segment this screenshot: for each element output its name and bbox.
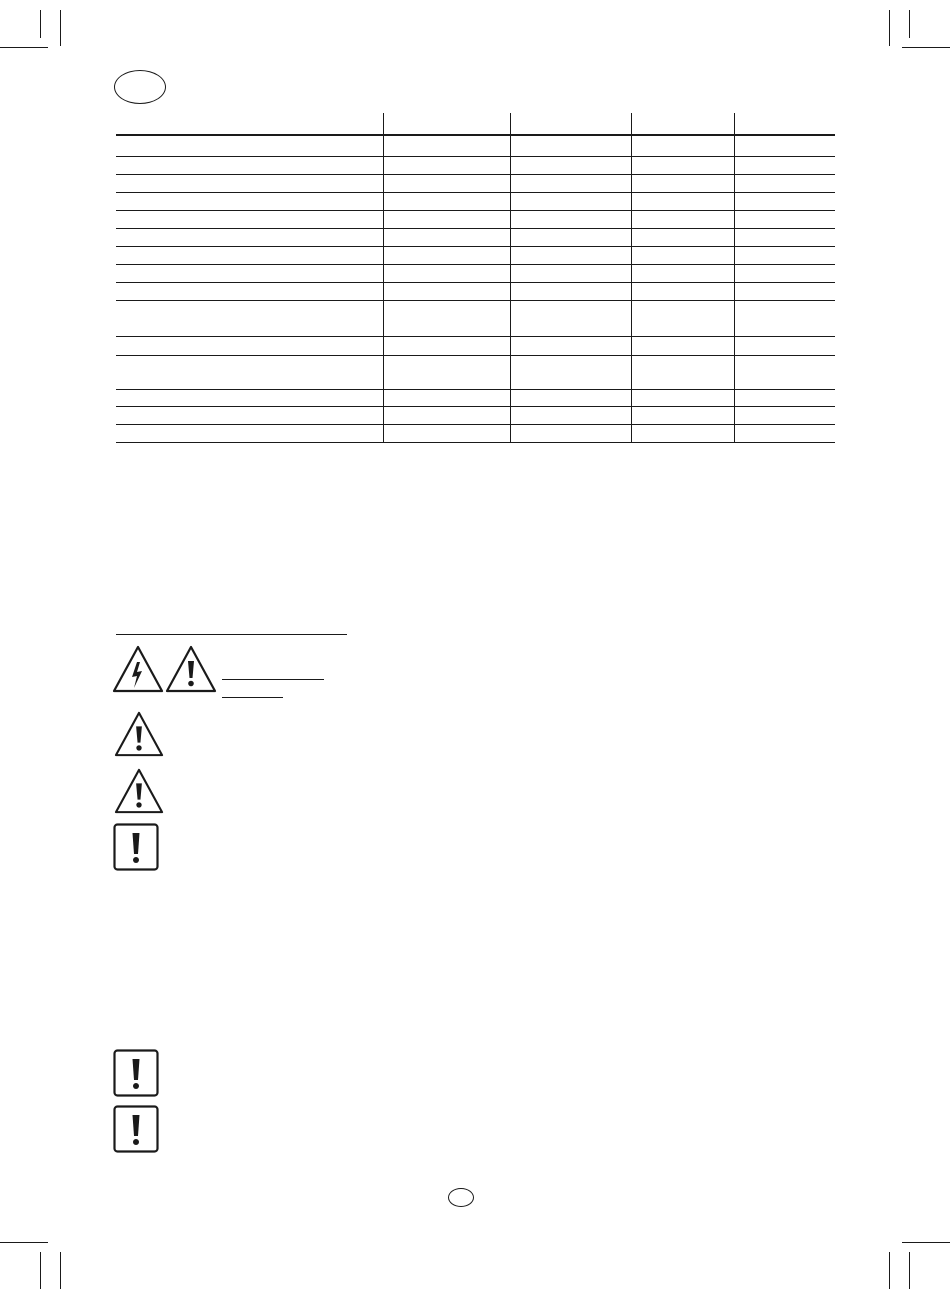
crop-mark [40,1252,41,1289]
table-cell [734,210,835,228]
crop-mark [0,1242,48,1243]
page-indicator [448,1188,474,1207]
crop-mark [909,1252,910,1289]
table-cell [383,264,510,282]
table-cell [510,135,631,156]
table-cell [383,246,510,264]
table-cell [383,174,510,192]
table-cell [631,192,734,210]
table-cell [631,135,734,156]
hazard-sublabel-underline [222,697,283,698]
table-cell [631,424,734,442]
table-cell [631,389,734,406]
table-cell [734,264,835,282]
table-cell [631,228,734,246]
table-row [116,282,835,300]
crop-mark [60,1252,61,1289]
caution-triangle-icon [165,644,217,694]
table-cell [734,228,835,246]
table-cell [383,406,510,424]
table-cell [734,174,835,192]
table-header-cell [631,113,734,135]
table-cell [510,355,631,389]
table-cell [383,156,510,174]
table-cell [734,336,835,355]
table-cell [631,336,734,355]
safety-heading-underline [116,634,347,635]
technical-data-table [116,113,835,443]
table-cell [631,300,734,336]
table-row [116,192,835,210]
table-cell [510,246,631,264]
table-cell [116,246,383,264]
table-cell [631,174,734,192]
table-header-cell [734,113,835,135]
table-row [116,246,835,264]
crop-mark [0,47,48,48]
table-cell [383,135,510,156]
table-cell [116,389,383,406]
table-header-cell [383,113,510,135]
important-notice-icon [113,1105,159,1153]
table-row [116,300,835,336]
table-cell [383,389,510,406]
table-row [116,336,835,355]
crop-mark [40,10,41,38]
table-row [116,355,835,389]
table-cell [734,246,835,264]
electric-hazard-icon [112,644,164,694]
table-row [116,174,835,192]
table-row [116,228,835,246]
table-cell [383,355,510,389]
table-cell [510,424,631,442]
table-cell [116,282,383,300]
table-row [116,389,835,406]
table-cell [116,300,383,336]
table-header-row [116,113,835,135]
warning-triangle-icon [114,710,164,758]
table-cell [383,424,510,442]
table-cell [734,424,835,442]
table-cell [116,135,383,156]
table-row [116,406,835,424]
table-cell [510,264,631,282]
crop-mark [902,47,950,48]
table-cell [631,406,734,424]
language-badge [114,70,166,104]
table-cell [116,174,383,192]
table-row [116,156,835,174]
warning-triangle-icon [114,767,164,815]
table-cell [383,210,510,228]
crop-mark [902,1242,950,1243]
table-cell [383,228,510,246]
table-cell [116,406,383,424]
table-cell [383,336,510,355]
table-cell [734,192,835,210]
important-notice-icon [113,823,159,871]
table-cell [116,228,383,246]
crop-mark [889,10,890,46]
table-header-cell [510,113,631,135]
table-row [116,424,835,442]
table-cell [631,156,734,174]
table-cell [116,192,383,210]
table-cell [734,389,835,406]
table-cell [734,135,835,156]
table-cell [734,406,835,424]
table-cell [510,406,631,424]
table-cell [116,336,383,355]
table-cell [510,210,631,228]
table-cell [734,300,835,336]
table-cell [116,156,383,174]
table-cell [383,300,510,336]
table-cell [116,210,383,228]
table-cell [510,300,631,336]
table-cell [116,264,383,282]
table-cell [383,282,510,300]
table-cell [631,210,734,228]
table-row [116,264,835,282]
table-cell [734,282,835,300]
important-notice-icon [113,1049,159,1097]
table-cell [734,355,835,389]
table-row [116,210,835,228]
table-cell [631,246,734,264]
table-cell [510,192,631,210]
table-cell [383,192,510,210]
table-cell [510,174,631,192]
crop-mark [909,10,910,38]
table-cell [510,336,631,355]
table-cell [510,228,631,246]
table-cell [631,264,734,282]
table-cell [510,156,631,174]
table-cell [510,282,631,300]
table-row [116,135,835,156]
table-header-cell [116,113,383,135]
table-cell [631,355,734,389]
table-cell [631,282,734,300]
table-cell [116,424,383,442]
crop-mark [889,1252,890,1289]
hazard-label-underline [222,679,324,680]
table-cell [510,389,631,406]
crop-mark [60,10,61,46]
table-cell [116,355,383,389]
table-cell [734,156,835,174]
